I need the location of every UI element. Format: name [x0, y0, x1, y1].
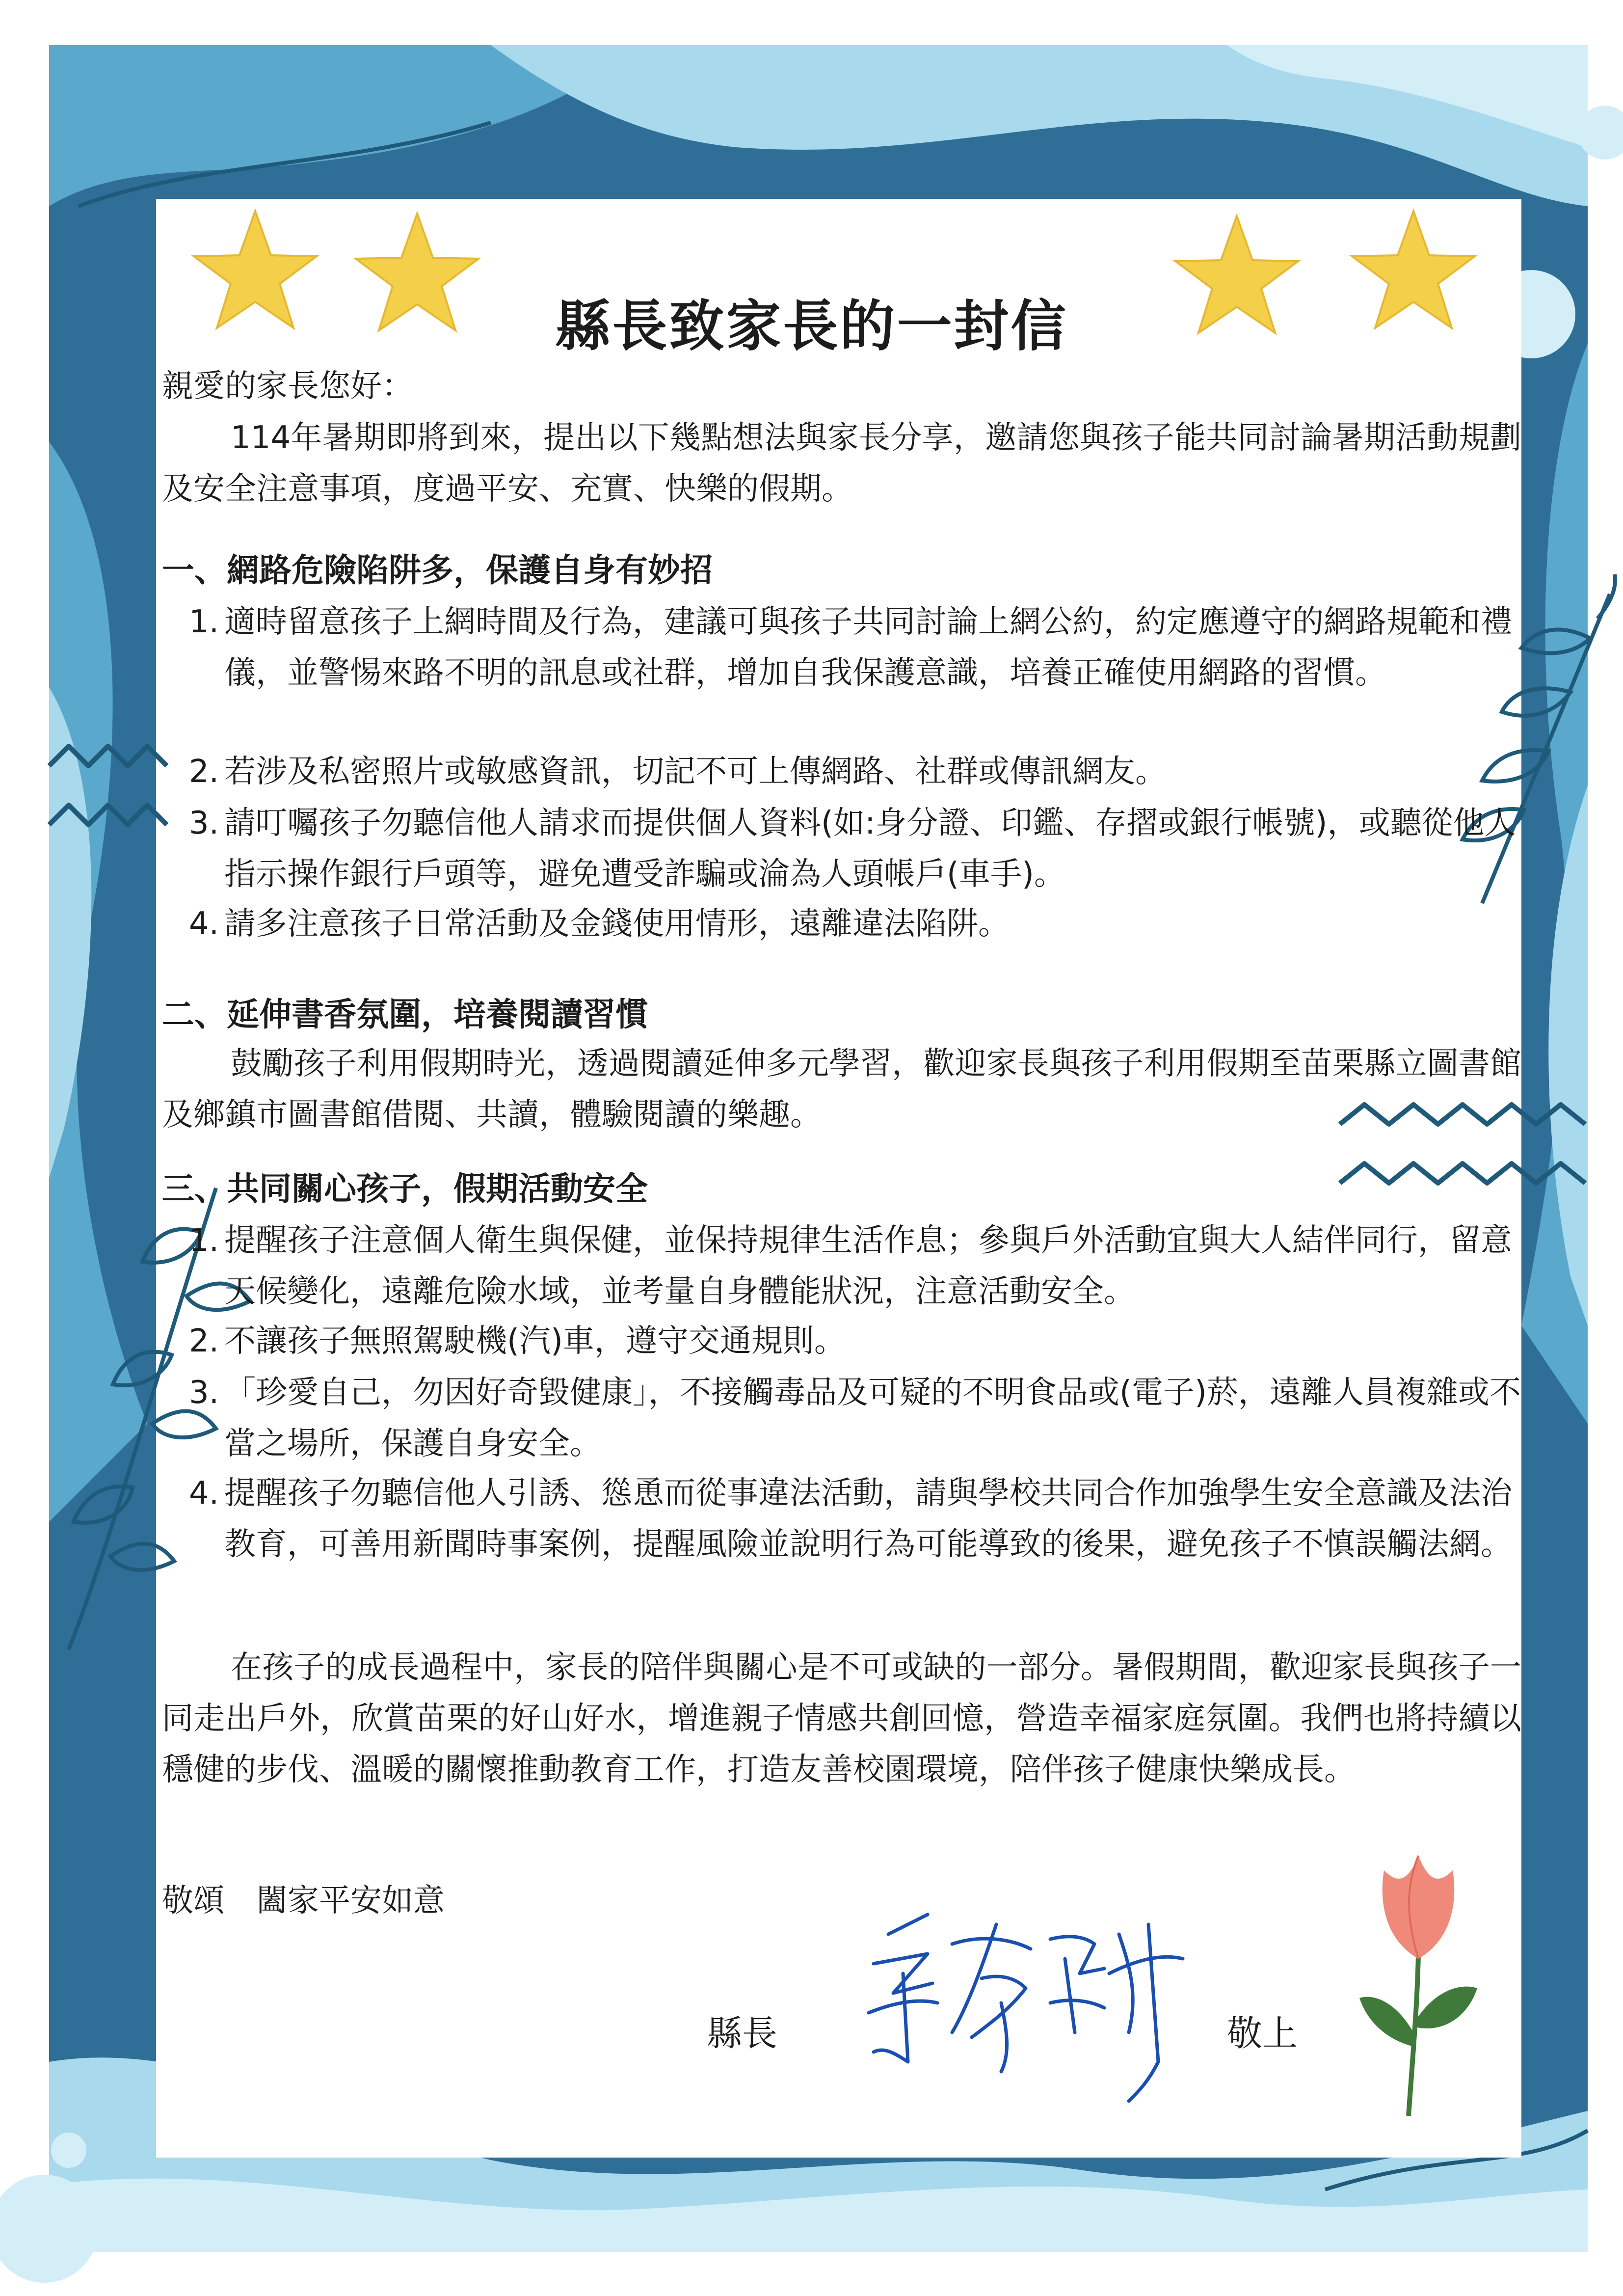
list-item-text: 若涉及私密照片或敏感資訊，切記不可上傳網路、社群或傳訊網友。 [224, 754, 1167, 790]
letter-title: 縣長致家長的一封信 [555, 295, 1068, 358]
list-item-number: 2. [189, 754, 219, 790]
intro-paragraph: 114年暑期即將到來，提出以下幾點想法與家長分享，邀請您與孩子能共同討論暑期活動規劃及安全注意事項，度過平安、充實、快樂的假期。 [162, 420, 1521, 507]
salutation [162, 1875, 445, 1926]
section-heading: 三、共同關心孩子，假期活動安全 [162, 1170, 648, 1208]
list-item-text: 提醒孩子勿聽信他人引誘、慫恿而從事違法活動，請與學校共同合作加強學生安全意識及法治教育，可善用新聞時事案例，提醒風險並說明行為可能導致的後果，避免孩子不慎誤觸法網。 [224, 1475, 1512, 1563]
list-item-number: 3. [189, 805, 219, 841]
frame-dot [1471, 80, 1493, 102]
list-item-text: 不讓孩子無照駕駛機(汽)車，遵守交通規則。 [224, 1323, 846, 1359]
list-item [189, 1215, 1521, 1317]
list-item-text: 適時留意孩子上網時間及行為，建議可與孩子共同討論上網公約，約定應遵守的網路規範和禮儀，並警惕來路不明的訊息或社群，增加自我保護意識，培養正確使用網路的習慣。 [224, 604, 1512, 691]
list-item [189, 746, 1521, 797]
list-item [189, 898, 1521, 949]
signer-title: 縣長 [707, 2013, 778, 2054]
list-item-text: 提醒孩子注意個人衛生與保健，並保持規律生活作息；參與戶外活動宜與大人結伴同行，留意天候變化，遠離危險水域，並考量自身體能狀況，注意活動安全。 [224, 1222, 1512, 1310]
closing-paragraph: 在孩子的成長過程中，家長的陪伴與關心是不可或缺的一部分。暑假期間，歡迎家長與孩子一同走出戶外，欣賞苗栗的好山好水，增進親子情感共創回憶，營造幸福家庭氛圍。我們也將持續以穩健的步伐、溫暖的關懷推動教育工作，打造友善校園環境，陪伴孩子健康快樂成長。 [162, 1649, 1521, 1788]
list-item [189, 798, 1521, 900]
section-heading: 二、延伸書香氛圍，培養閱讀習慣 [162, 996, 648, 1033]
frame-dot [51, 2133, 86, 2168]
tulip-icon [1355, 1841, 1482, 2135]
zigzag-icon [1340, 1163, 1585, 1183]
list-item-number: 2. [189, 1323, 219, 1359]
list-item [189, 1316, 1521, 1367]
signature-image [854, 1905, 1197, 2111]
section-heading: 一、網路危險陷阱多，保護自身有妙招 [162, 551, 713, 589]
section-paragraph: 鼓勵孩子利用假期時光，透過閱讀延伸多元學習，歡迎家長與孩子利用假期至苗栗縣立圖書館及鄉鎮市圖書館借閱、共讀，體驗閱讀的樂趣。 [162, 1046, 1521, 1133]
list-item-number: 1. [189, 604, 219, 640]
list-item-number: 1. [189, 1222, 219, 1259]
zigzag-icon [49, 746, 167, 766]
list-item [189, 1367, 1521, 1469]
list-item-number: 4. [189, 1475, 219, 1512]
list-item [189, 1468, 1521, 1570]
salutation-wish: 闔家平安如意 [256, 1883, 445, 1919]
zigzag-icon [49, 805, 167, 825]
list-item [189, 596, 1521, 699]
sign-off: 敬上 [1227, 2013, 1298, 2054]
zigzag-left [44, 736, 177, 854]
list-item-number: 4. [189, 906, 219, 942]
list-item-text: 「珍愛自己，勿因好奇毀健康」，不接觸毒品及可疑的不明食品或(電子)菸，遠離人員複雜或不當之場所，保護自身安全。 [224, 1375, 1521, 1462]
list-item-number: 3. [189, 1375, 219, 1411]
list-item-text: 請多注意孩子日常活動及金錢使用情形，遠離違法陷阱。 [224, 906, 1010, 942]
salutation-prefix: 敬頌 [162, 1883, 225, 1919]
greeting: 親愛的家長您好： [162, 368, 413, 405]
list-item-text: 請叮囑孩子勿聽信他人請求而提供個人資料(如:身分證、印鑑、存摺或銀行帳號)，或聽從他人指示操作銀行戶頭等，避免遭受詐騙或淪為人頭帳戶(車手)。 [224, 805, 1516, 892]
